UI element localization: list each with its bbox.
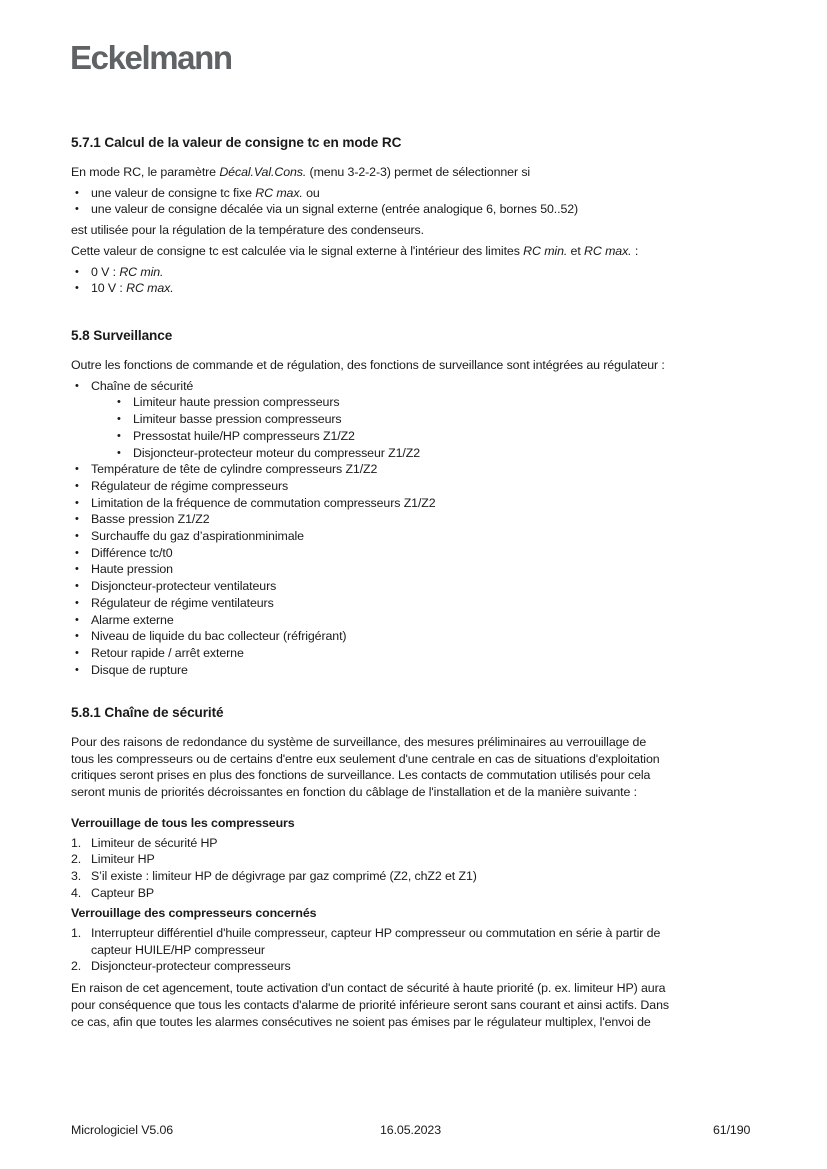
list-item: • Pressostat huile/HP compresseurs Z1/Z2: [71, 428, 761, 445]
list-item: • une valeur de consigne tc fixe RC max. ou: [71, 185, 761, 202]
list-item: • Alarme externe: [71, 612, 761, 629]
footer-date: 16.05.2023: [380, 1123, 442, 1137]
list-item: • Limiteur haute pression compresseurs: [71, 394, 761, 411]
list-item: • 10 V : RC max.: [71, 280, 761, 297]
list-item: 4. Capteur BP: [71, 885, 155, 900]
footer-firmware-version: Micrologiciel V5.06: [71, 1123, 174, 1137]
list-item: 1. Limiteur de sécurité HP: [71, 835, 218, 850]
list-item: • Chaîne de sécurité • Limiteur haute pression compresseurs • Limiteur basse pression compresseurs • Pressostat huile/HP compresseurs Z1/Z2 • Disjoncteur-protecteur moteur du compresseur Z1/Z2: [71, 378, 761, 462]
safety-chain-sublist: [71, 394, 761, 461]
list-item: 1. Interrupteur différentiel d'huile compresseur, capteur HP compresseur ou commutation en série à partir de capteur HUILE/HP compresseur: [71, 926, 661, 957]
list-item: • Différence tc/t0: [71, 545, 761, 562]
subheading-concerned-compressors: Verrouillage des compresseurs concernés: [71, 906, 317, 921]
intro-paragraph: En mode RC, le paramètre Décal.Val.Cons. (menu 3-2-2-3) permet de sélectionner si: [71, 165, 531, 179]
calc-paragraph: Cette valeur de consigne tc est calculée via le signal externe à l'intérieur des limites RC min. et RC max. :: [71, 243, 639, 258]
all-compressors-list: [71, 835, 761, 902]
list-item: • Disjoncteur-protecteur moteur du compresseur Z1/Z2: [71, 445, 761, 462]
setpoint-options-list: [71, 185, 761, 218]
list-item: • Régulateur de régime compresseurs: [71, 478, 761, 495]
list-item: • Disque de rupture: [71, 662, 761, 679]
list-item: • Régulateur de régime ventilateurs: [71, 595, 761, 612]
heading-5-7-1: 5.7.1 Calcul de la valeur de consigne tc en mode RC: [71, 135, 402, 150]
list-item: 2. Limiteur HP: [71, 852, 155, 867]
intro-paragraph: Outre les fonctions de commande et de régulation, des fonctions de surveillance sont intégrées au régulateur :: [71, 358, 665, 372]
closing-paragraph: En raison de cet agencement, toute activation d'un contact de sécurité à haute priorité (p. ex. limiteur HP) aura pour conséquence que tous les contacts d'alarme de priorité inférieure seront sans courant et ainsi actifs. Dans ce cas, afin que toutes les alarmes consécutives ne soient pas émises par le régulateur multiplex, l'envoi de: [71, 981, 669, 1029]
voltage-list: [71, 264, 761, 297]
list-item: • Retour rapide / arrêt externe: [71, 645, 761, 662]
list-item: • Limitation de la fréquence de commutation compresseurs Z1/Z2: [71, 495, 761, 512]
heading-5-8: 5.8 Surveillance: [71, 328, 173, 343]
list-item: • une valeur de consigne décalée via un signal externe (entrée analogique 6, bornes 50..52): [71, 201, 761, 218]
list-item: • Niveau de liquide du bac collecteur (réfrigérant): [71, 628, 761, 645]
footer-page-number: 61/190: [713, 1123, 751, 1137]
list-item: 2. Disjoncteur-protecteur compresseurs: [71, 959, 291, 974]
redundancy-paragraph: Pour des raisons de redondance du système de surveillance, des mesures préliminaires au verrouillage de tous les compresseurs ou de certains d'entre eux seulement d'une centrale en cas de situations d'exploitation critiques seront prises en plus des fonctions de surveillance. Les contacts de commutation utilisés pour cela seront munis de priorités décroissantes en fonction du câblage de l'installation et de la manière suivante :: [71, 735, 660, 800]
list-item: • Haute pression: [71, 561, 761, 578]
after-list-paragraph: est utilisée pour la régulation de la température des condenseurs.: [71, 223, 424, 238]
list-item: • Disjoncteur-protecteur ventilateurs: [71, 578, 761, 595]
eckelmann-logo: Eckelmann: [70, 39, 232, 76]
list-item: • Température de tête de cylindre compresseurs Z1/Z2: [71, 461, 761, 478]
section-5-8-1-body: [71, 734, 761, 1030]
subheading-all-compressors: Verrouillage de tous les compresseurs: [71, 815, 295, 830]
heading-5-8-1: 5.8.1 Chaîne de sécurité: [71, 705, 224, 720]
list-item: • Basse pression Z1/Z2: [71, 511, 761, 528]
list-item: • 0 V : RC min.: [71, 264, 761, 281]
concerned-compressors-list: [71, 925, 761, 975]
section-5-8-body: [71, 357, 761, 678]
list-item: • Surchauffe du gaz d’aspirationminimale: [71, 528, 761, 545]
list-item: • Limiteur basse pression compresseurs: [71, 411, 761, 428]
monitoring-list: [71, 378, 761, 679]
section-5-7-1-body: [71, 164, 761, 297]
list-item: 3. S’il existe : limiteur HP de dégivrage par gaz comprimé (Z2, chZ2 et Z1): [71, 868, 477, 883]
